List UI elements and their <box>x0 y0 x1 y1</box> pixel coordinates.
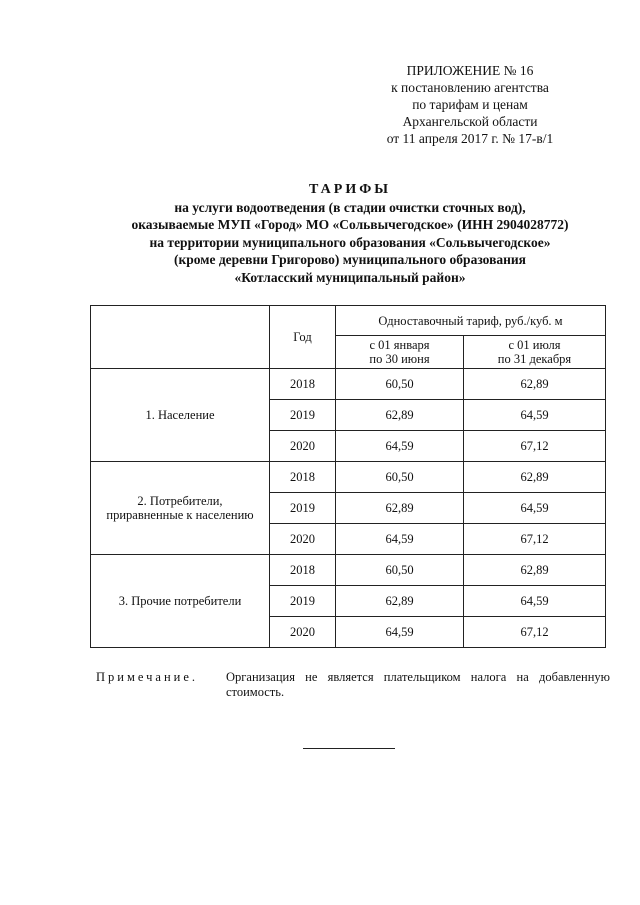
category-cell <box>91 555 270 648</box>
category-label: 2. Потребители, <box>137 494 223 508</box>
tariff-cell-period2: 62,89 <box>464 369 606 400</box>
year-cell: 2018 <box>270 462 336 493</box>
year-cell: 2020 <box>270 524 336 555</box>
tariff-table <box>90 305 606 648</box>
period2-header <box>464 336 606 369</box>
tariff-cell-period2: 67,12 <box>464 524 606 555</box>
appendix-line: по тарифам и ценам <box>412 97 528 112</box>
year-header: Год <box>270 306 336 369</box>
tariff-cell-period1: 62,89 <box>336 493 464 524</box>
appendix-number: ПРИЛОЖЕНИЕ № 16 <box>406 63 534 78</box>
period1-header <box>336 336 464 369</box>
tariff-cell-period1: 64,59 <box>336 431 464 462</box>
year-cell: 2018 <box>270 555 336 586</box>
page-title: ТАРИФЫ <box>309 182 391 197</box>
appendix-line: к постановлению агентства <box>391 80 549 95</box>
tariff-cell-period2: 64,59 <box>464 493 606 524</box>
category-label: 1. Население <box>145 408 215 422</box>
tariff-cell-period2: 67,12 <box>464 431 606 462</box>
tariff-cell-period1: 60,50 <box>336 462 464 493</box>
tariff-cell-period2: 67,12 <box>464 617 606 648</box>
footnote-text: Организация не является плательщиком налога на добавленную стоимость. <box>226 670 610 699</box>
title-line: на услуги водоотведения (в стадии очистки сточных вод), <box>174 199 526 215</box>
category-cell <box>91 369 270 462</box>
category-header-cell <box>91 306 270 369</box>
tariff-cell-period2: 62,89 <box>464 555 606 586</box>
tariff-cell-period2: 64,59 <box>464 586 606 617</box>
year-cell: 2020 <box>270 617 336 648</box>
tariff-cell-period1: 64,59 <box>336 617 464 648</box>
tariff-cell-period2: 62,89 <box>464 462 606 493</box>
appendix-header <box>360 62 580 147</box>
table-header-row <box>91 306 606 336</box>
category-cell <box>91 462 270 555</box>
tariff-cell-period1: 60,50 <box>336 555 464 586</box>
category-label: приравненные к населению <box>106 508 254 522</box>
footnote <box>96 670 610 700</box>
year-cell: 2019 <box>270 586 336 617</box>
document-title <box>60 181 640 286</box>
appendix-date: от 11 апреля 2017 г. № 17-в/1 <box>386 131 554 146</box>
title-line: на территории муниципального образования «Сольвычегодское» <box>149 234 551 250</box>
table-row <box>91 369 606 400</box>
period2-header-line: по 31 декабря <box>497 352 572 366</box>
tariff-cell-period1: 62,89 <box>336 586 464 617</box>
title-line: оказываемые МУП «Город» МО «Сольвычегодское» (ИНН 2904028772) <box>131 217 569 232</box>
tariff-cell-period1: 60,50 <box>336 369 464 400</box>
category-label: 3. Прочие потребители <box>118 594 242 608</box>
tariff-header: Одноставочный тариф, руб./куб. м <box>336 306 606 336</box>
appendix-line: Архангельской области <box>402 114 538 129</box>
period1-header-line: с 01 января <box>369 338 430 352</box>
period2-header-line: с 01 июля <box>508 338 561 352</box>
year-cell: 2018 <box>270 369 336 400</box>
table-row <box>91 462 606 493</box>
tariff-cell-period1: 64,59 <box>336 524 464 555</box>
table-row <box>91 555 606 586</box>
year-cell: 2019 <box>270 400 336 431</box>
tariff-cell-period2: 64,59 <box>464 400 606 431</box>
year-cell: 2019 <box>270 493 336 524</box>
period1-header-line: по 30 июня <box>369 352 430 366</box>
year-cell: 2020 <box>270 431 336 462</box>
title-line: «Котласский муниципальный район» <box>234 269 466 285</box>
title-line: (кроме деревни Григорово) муниципального образования <box>174 252 526 267</box>
footnote-label: Примечание. <box>96 670 199 684</box>
tariff-cell-period1: 62,89 <box>336 400 464 431</box>
end-divider <box>303 748 395 749</box>
